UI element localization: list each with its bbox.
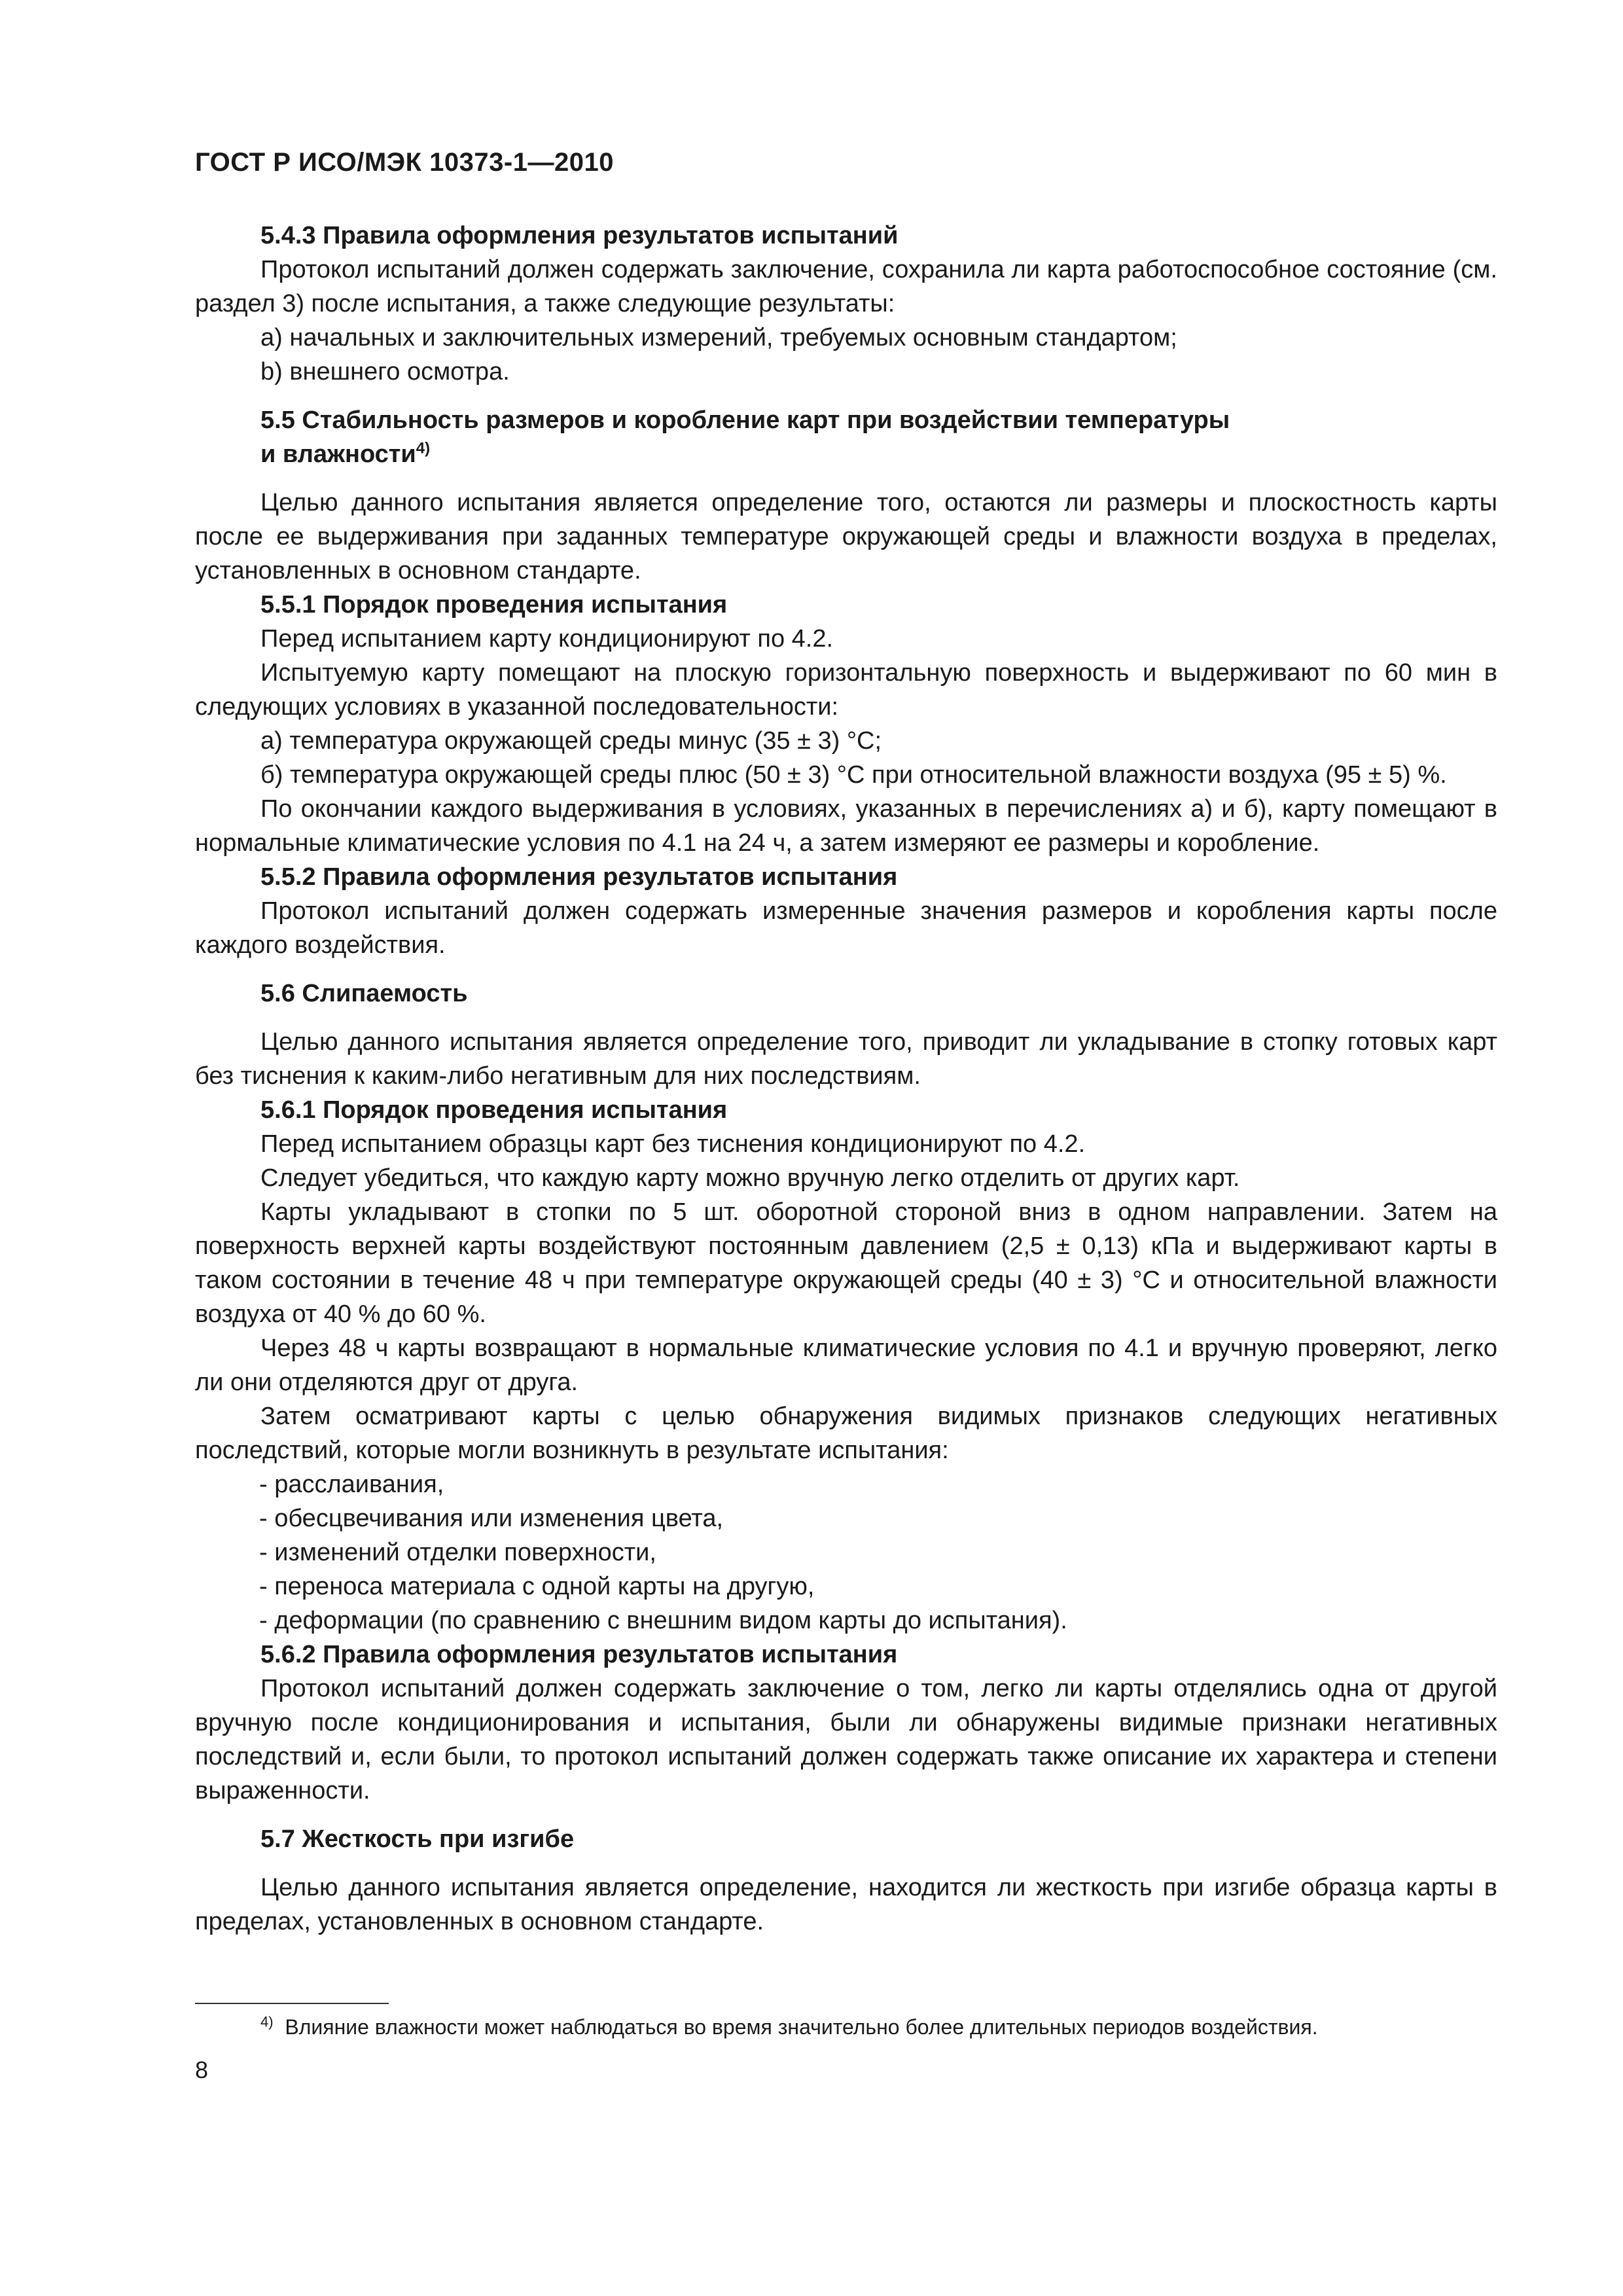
paragraph: Протокол испытаний должен содержать заключение о том, легко ли карты отделялись одна от другой вручную после кондиционирования и испытания, были ли обнаружены видимые признаки негативных последствий и, если были, то протокол испытаний должен содержать также описание их характера и степени выраженности. bbox=[195, 1675, 1497, 1804]
paragraph: Протокол испытаний должен содержать измеренные значения размеров и коробления карты после каждого воздействия. bbox=[195, 897, 1497, 959]
document-header: ГОСТ Р ИСО/МЭК 10373-1—2010 bbox=[195, 148, 614, 177]
footnote-divider bbox=[195, 2003, 389, 2004]
paragraph: Перед испытанием образцы карт без тиснения кондиционируют по 4.2. bbox=[260, 1130, 1086, 1158]
paragraph: Испытуемую карту помещают на плоскую горизонтальную поверхность и выдерживают по 60 мин в следующих условиях в указанной последовательности: bbox=[195, 659, 1497, 721]
section-5-4-3-heading: 5.4.3 Правила оформления результатов испытаний bbox=[260, 222, 899, 249]
paragraph: Целью данного испытания является определение того, остаются ли размеры и плоскостность карты после ее выдерживания при заданных температуре окружающей среды и влажности воздуха в пределах, установленных в основном стандарте. bbox=[195, 489, 1497, 584]
list-item: б) температура окружающей среды плюс (50 ± 3) °С при относительной влажности воздуха (95 ± 5) %. bbox=[260, 761, 1447, 789]
list-item: - переноса материала с одной карты на другую, bbox=[259, 1573, 815, 1600]
list-item: a) начальных и заключительных измерений, требуемых основным стандартом; bbox=[260, 324, 1177, 351]
section-5-5-heading-line2: и влажности bbox=[260, 440, 416, 468]
document-body bbox=[195, 219, 1497, 1939]
footnote bbox=[260, 2013, 1318, 2041]
list-item: - деформации (по сравнению с внешним видом карты до испытания). bbox=[259, 1607, 1067, 1634]
paragraph: По окончании каждого выдерживания в условиях, указанных в перечислениях а) и б), карту помещают в нормальные климатические условия по 4.1 на 24 ч, а затем измеряют ее размеры и коробление. bbox=[195, 795, 1497, 857]
page-number: 8 bbox=[195, 2056, 209, 2083]
section-5-5-2-heading: 5.5.2 Правила оформления результатов испытания bbox=[260, 863, 898, 891]
section-5-5-1-heading: 5.5.1 Порядок проведения испытания bbox=[260, 591, 728, 619]
section-5-6-1-heading: 5.6.1 Порядок проведения испытания bbox=[260, 1096, 728, 1124]
list-item: - обесцвечивания или изменения цвета, bbox=[259, 1505, 724, 1532]
paragraph: Следует убедиться, что каждую карту можно вручную легко отделить от других карт. bbox=[260, 1164, 1240, 1192]
paragraph: Через 48 ч карты возвращают в нормальные климатические условия по 4.1 и вручную проверяют, легко ли они отделяются друг от друга. bbox=[195, 1335, 1497, 1396]
paragraph: Протокол испытаний должен содержать заключение, сохранила ли карта работоспособное состояние (см. раздел 3) после испытания, а также следующие результаты: bbox=[195, 256, 1497, 317]
paragraph: Целью данного испытания является определение, находится ли жесткость при изгибе образца карты в пределах, установленных в основном стандарте. bbox=[195, 1874, 1497, 1935]
section-5-6-2-heading: 5.6.2 Правила оформления результатов испытания bbox=[260, 1641, 898, 1668]
footnote-marker: 4) bbox=[260, 2013, 274, 2030]
section-5-5-heading bbox=[195, 403, 1497, 471]
paragraph: Карты укладывают в стопки по 5 шт. оборотной стороной вниз в одном направлении. Затем на поверхность верхней карты воздействуют постоянным давлением (2,5 ± 0,13) кПа и выдерживают карты в таком состоянии в течение 48 ч при температуре окружающей среды (40 ± 3) °С и относительной влажности воздуха от 40 % до 60 %. bbox=[195, 1198, 1497, 1328]
paragraph: Перед испытанием карту кондиционируют по 4.2. bbox=[260, 625, 834, 653]
footnote-reference[interactable]: 4) bbox=[416, 439, 431, 457]
section-5-7-heading: 5.7 Жесткость при изгибе bbox=[260, 1825, 575, 1853]
list-item: - изменений отделки поверхности, bbox=[259, 1539, 656, 1566]
section-5-6-heading: 5.6 Слипаемость bbox=[260, 980, 468, 1007]
paragraph: Затем осматривают карты с целью обнаружения видимых признаков следующих негативных последствий, которые могли возникнуть в результате испытания: bbox=[195, 1403, 1497, 1464]
list-item: а) температура окружающей среды минус (35 ± 3) °С; bbox=[260, 727, 882, 755]
section-5-5-heading-line1: 5.5 Стабильность размеров и коробление карт при воздействии температуры bbox=[260, 406, 1230, 434]
list-item: b) внешнего осмотра. bbox=[260, 358, 510, 386]
footnote-text: Влияние влажности может наблюдаться во время значительно более длительных периодов воздействия. bbox=[285, 2015, 1318, 2039]
list-item: - расслаивания, bbox=[259, 1471, 444, 1498]
paragraph: Целью данного испытания является определение того, приводит ли укладывание в стопку готовых карт без тиснения к каким-либо негативным для них последствиям. bbox=[195, 1028, 1497, 1090]
